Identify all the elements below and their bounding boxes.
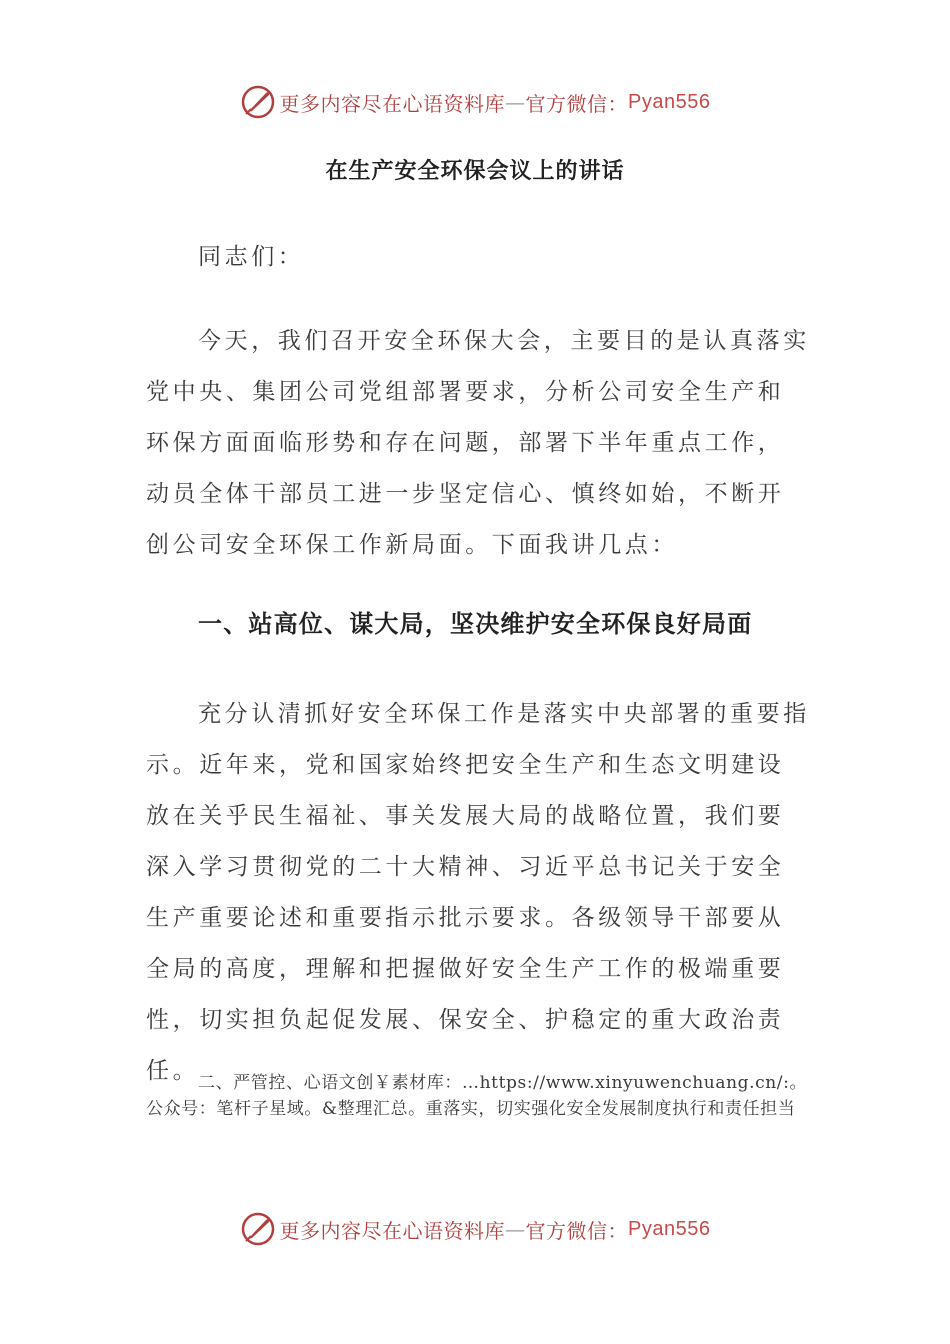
section-heading-1: 一、站高位、谋大局，坚决维护安全环保良好局面 xyxy=(198,609,753,638)
banner-wechat-label: 官方微信： xyxy=(525,91,629,116)
body-paragraph-2: 充分认清抓好安全环保工作是落实中央部署的重要指示。近年来，党和国家始终把安全生产和生态文明建设放在关乎民生福祉、事关发展大局的战略位置，我们要深入学习贯彻党的二十大精神、习近平总书记关于安全生产重要论述和重要指示批示要求。各级领导干部要从全局的高度，理解和把握做好安全生产工作的极端重要性，切实担负起促发展、保安全、护稳定的重大政治责任。 xyxy=(146,701,810,1084)
header-banner xyxy=(0,80,950,124)
banner-wechat-id: Pyan556 xyxy=(628,90,711,113)
quill-logo-icon xyxy=(240,84,276,120)
body-paragraph-3: 二、严管控、心语文创￥素材库：…https://www.xinyuwenchuang.cn/:。公众号：笔杆子星域。&整理汇总。重落实，切实强化安全发展制度执行和责任担当 xyxy=(146,1073,808,1119)
document-title: 在生产安全环保会议上的讲话 xyxy=(325,158,625,184)
salutation: 同志们： xyxy=(198,244,305,270)
banner-separator: — xyxy=(505,90,526,114)
quill-logo-icon xyxy=(240,1211,276,1247)
banner-wechat-label: 官方微信： xyxy=(525,1218,629,1243)
banner-separator: — xyxy=(505,1217,526,1241)
body-paragraph-1: 今天，我们召开安全环保大会，主要目的是认真落实党中央、集团公司党组部署要求，分析公司安全生产和环保方面面临形势和存在问题，部署下半年重点工作，动员全体干部员工进一步坚定信心、慎终如始，不断开创公司安全环保工作新局面。下面我讲几点： xyxy=(146,328,810,558)
banner-slogan: 更多内容尽在心语资料库 xyxy=(279,91,506,116)
footer-banner xyxy=(0,1207,950,1251)
banner-slogan: 更多内容尽在心语资料库 xyxy=(279,1218,506,1243)
banner-wechat-id: Pyan556 xyxy=(628,1217,711,1240)
